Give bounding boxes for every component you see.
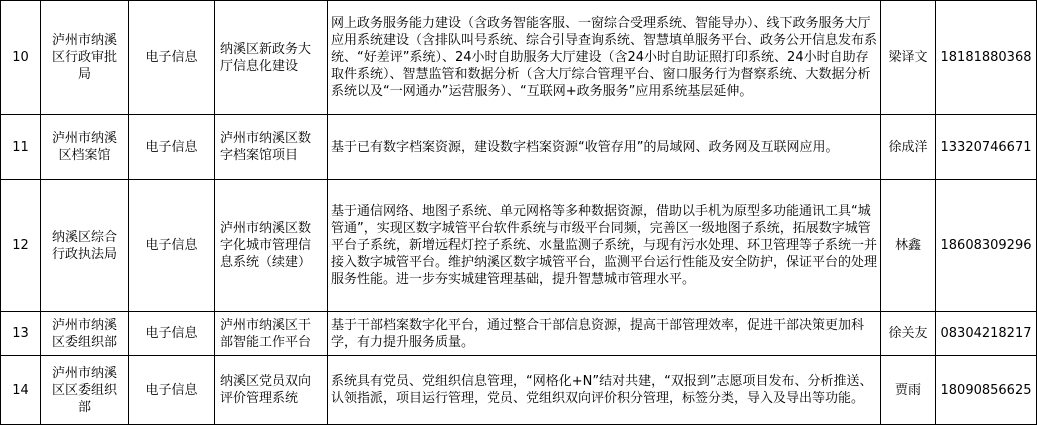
category-cell: 电子信息 [129,356,215,425]
contact-person-cell: 林鑫 [881,180,936,312]
row-number: 10 [1,1,41,115]
contact-person-cell: 徐关友 [881,312,936,356]
phone-cell: 18608309296 [936,180,1037,312]
description-cell: 基于干部档案数字化平台，通过整合干部信息资源，提高干部管理效率，促进干部决策更加科学，有力提升服务质量。 [328,312,881,356]
row-number: 12 [1,180,41,312]
row-number: 13 [1,312,41,356]
contact-person-cell: 梁译文 [881,1,936,115]
table-row [1,1,1037,115]
contact-person-cell: 徐成洋 [881,115,936,180]
project-name-cell: 纳溪区党员双向评价管理系统 [215,356,328,425]
project-name-cell: 泸州市纳溪区干部智能工作平台 [215,312,328,356]
phone-cell: 08304218217 [936,312,1037,356]
project-name-cell: 纳溪区新政务大厅信息化建设 [215,1,328,115]
contact-person-cell: 贾雨 [881,356,936,425]
category-cell: 电子信息 [129,115,215,180]
description-cell: 基于通信网络、地图子系统、单元网格等多种数据资源，借助以手机为原型多功能通讯工具“城管通”，实现区数字城管平台软件系统与市级平台同频，完善区一级地图子系统，拓展数字城管平台子系统，新增远程灯控子系统、水量监测子系统，与现有污水处理、环卫管理等子系统一并接入数字城管平台。维护纳溪区数字城管平台，监测平台运行性能及安全防护，保证平台的处理服务性能。进一步夯实城建管理基础，提升智慧城市管理水平。 [328,180,881,312]
project-name-cell: 泸州市纳溪区数字化城市管理信息系统（续建） [215,180,328,312]
description-cell: 网上政务服务能力建设（含政务智能客服、一窗综合受理系统、智能导办）、线下政务服务大厅应用系统建设（含排队叫号系统、综合引导查询系统、智慧填单服务平台、政务公开信息发布系统、“好差评”系统）、24小时自助服务大厅建设（含24小时自助证照打印系统、24小时自助存取件系统）、智慧监管和数据分析（含大厅综合管理平台、窗口服务行为督察系统、大数据分析系统以及“一网通办”运营服务）、“互联网+政务服务”应用系统基层延伸。 [328,1,881,115]
table-row [1,115,1037,180]
category-cell: 电子信息 [129,312,215,356]
table-row [1,180,1037,312]
table-row [1,312,1037,356]
row-number: 14 [1,356,41,425]
phone-cell: 18090856625 [936,356,1037,425]
unit-cell: 纳溪区综合行政执法局 [41,180,129,312]
description-cell: 基于已有数字档案资源，建设数字档案资源“收管存用”的局域网、政务网及互联网应用。 [328,115,881,180]
category-cell: 电子信息 [129,1,215,115]
phone-cell: 13320746671 [936,115,1037,180]
row-number: 11 [1,115,41,180]
unit-cell: 泸州市纳溪区区委组织部 [41,356,129,425]
description-cell: 系统具有党员、党组织信息管理，“网格化+N”结对共建，“双报到”志愿项目发布、分析推送、认领指派，项目运行管理，党员、党组织双向评价积分管理，标签分类，导入及导出等功能。 [328,356,881,425]
table-row [1,356,1037,425]
category-cell: 电子信息 [129,180,215,312]
unit-cell: 泸州市纳溪区行政审批局 [41,1,129,115]
unit-cell: 泸州市纳溪区委组织部 [41,312,129,356]
phone-cell: 18181880368 [936,1,1037,115]
project-name-cell: 泸州市纳溪区数字档案馆项目 [215,115,328,180]
unit-cell: 泸州市纳溪区档案馆 [41,115,129,180]
